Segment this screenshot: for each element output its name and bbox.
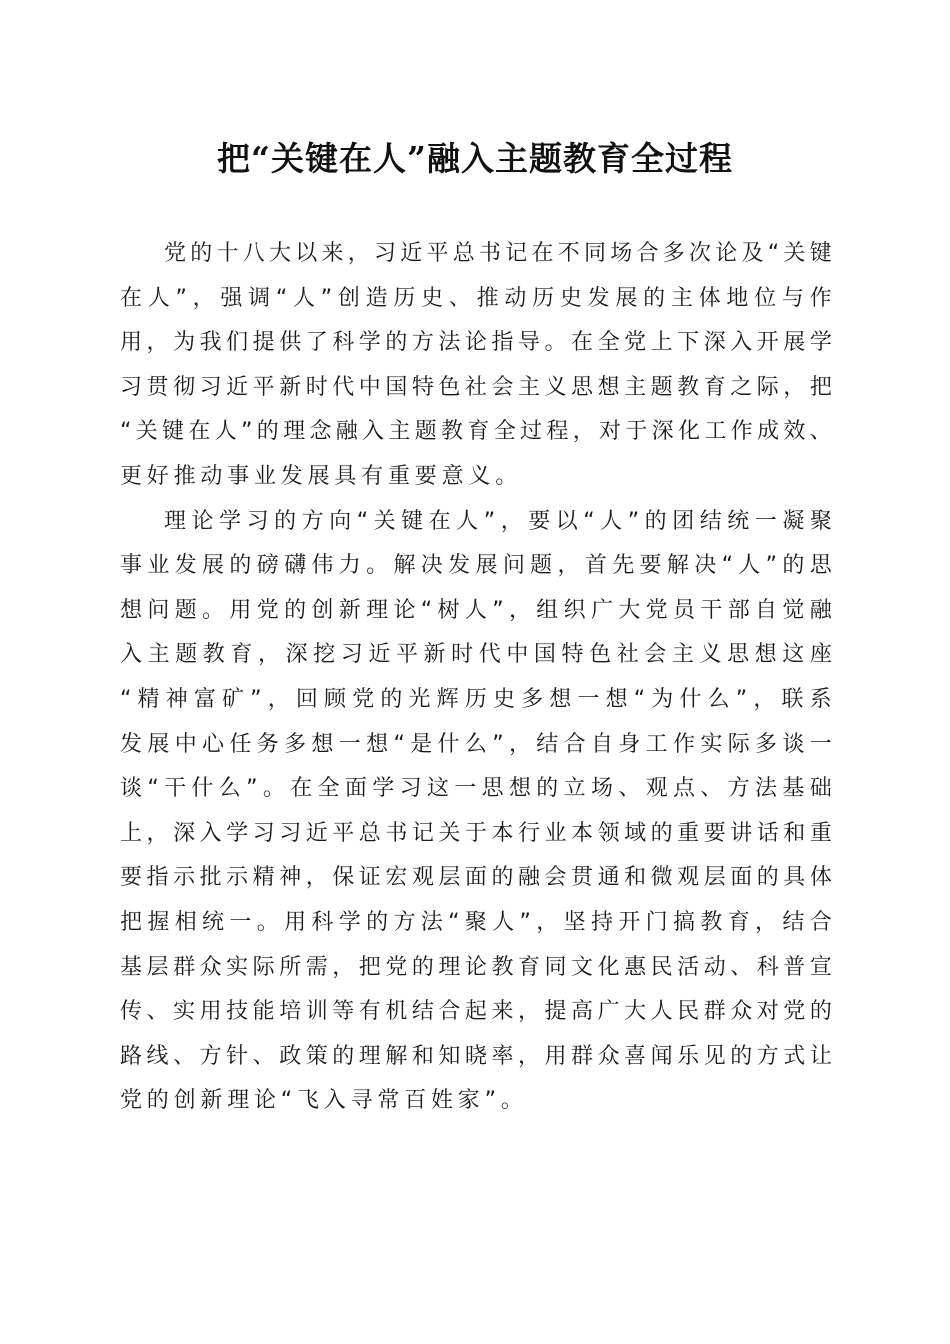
text-line: 用 ， 为 我 们 提 供 了 科 学 的 方 法 论 指 导 。 在 全 党 上 下 深 入 开 展 学 — [120, 330, 832, 356]
text-line: 入 主 题 教 育 ， 深 挖 习 近 平 新 时 代 中 国 特 色 社 会 主 义 思 想 这 座 — [120, 642, 832, 668]
text-line: 党的创新理论“飞入寻常百姓家”。 — [120, 1088, 528, 1114]
text-line: 习 贯 彻 习 近 平 新 时 代 中 国 特 色 社 会 主 义 思 想 主 题 教 育 之 际 ， 把 — [120, 374, 832, 400]
text-line: 发 展 中 心 任 务 多 想 一 想 “ 是 什 么 ” ， 结 合 自 身 工 作 实 际 多 谈 一 — [120, 731, 832, 757]
paragraph — [120, 500, 832, 1124]
text-line: 党 的 十 八 大 以 来 ， 习 近 平 总 书 记 在 不 同 场 合 多 次 论 及 “ 关 键 — [164, 241, 832, 266]
text-line: 路 线 、 方 针 、 政 策 的 理 解 和 知 晓 率 ， 用 群 众 喜 闻 乐 见 的 方 式 让 — [120, 1043, 832, 1069]
text-line: “ 关 键 在 人 ” 的 理 念 融 入 主 题 教 育 全 过 程 ， 对 于 深 化 工 作 成 效 、 — [120, 419, 832, 445]
text-line: 把 握 相 统 一 。 用 科 学 的 方 法 “ 聚 人 ” ， 坚 持 开 门 搞 教 育 ， 结 合 — [120, 909, 832, 935]
text-line: 基 层 群 众 实 际 所 需 ， 把 党 的 理 论 教 育 同 文 化 惠 民 活 动 、 科 普 宣 — [120, 954, 832, 980]
paragraph — [120, 232, 832, 500]
document-body — [120, 232, 832, 1124]
text-line: 想 问 题 。 用 党 的 创 新 理 论 “ 树 人 ” ， 组 织 广 大 党 员 干 部 自 觉 融 — [120, 597, 832, 623]
text-line: 事 业 发 展 的 磅 礴 伟 力 。 解 决 发 展 问 题 ， 首 先 要 解 决 “ 人 ” 的 思 — [120, 553, 832, 579]
text-line: 在 人 ” ， 强 调 “ 人 ” 创 造 历 史 、 推 动 历 史 发 展 的 主 体 地 位 与 作 — [120, 285, 832, 311]
text-line: 理 论 学 习 的 方 向 “ 关 键 在 人 ” ， 要 以 “ 人 ” 的 团 结 统 一 凝 聚 — [164, 508, 832, 534]
document-title: 把“关键在人”融入主题教育全过程 — [217, 139, 733, 178]
text-line: “ 精 神 富 矿 ” ， 回 顾 党 的 光 辉 历 史 多 想 一 想 “ 为 什 么 ” ， 联 系 — [120, 686, 832, 712]
text-line: 上 ， 深 入 学 习 习 近 平 总 书 记 关 于 本 行 业 本 领 域 的 重 要 讲 话 和 重 — [120, 820, 832, 846]
text-line: 要 指 示 批 示 精 神 ， 保 证 宏 观 层 面 的 融 会 贯 通 和 微 观 层 面 的 具 体 — [120, 865, 832, 891]
text-line: 传 、 实 用 技 能 培 训 等 有 机 结 合 起 来 ， 提 高 广 大 人 民 群 众 对 党 的 — [120, 999, 832, 1025]
text-line: 谈 “ 干 什 么 ” 。 在 全 面 学 习 这 一 思 想 的 立 场 、 观 点 、 方 法 基 础 — [120, 776, 832, 802]
text-line: 更好推动事业发展具有重要意义。 — [120, 463, 523, 489]
